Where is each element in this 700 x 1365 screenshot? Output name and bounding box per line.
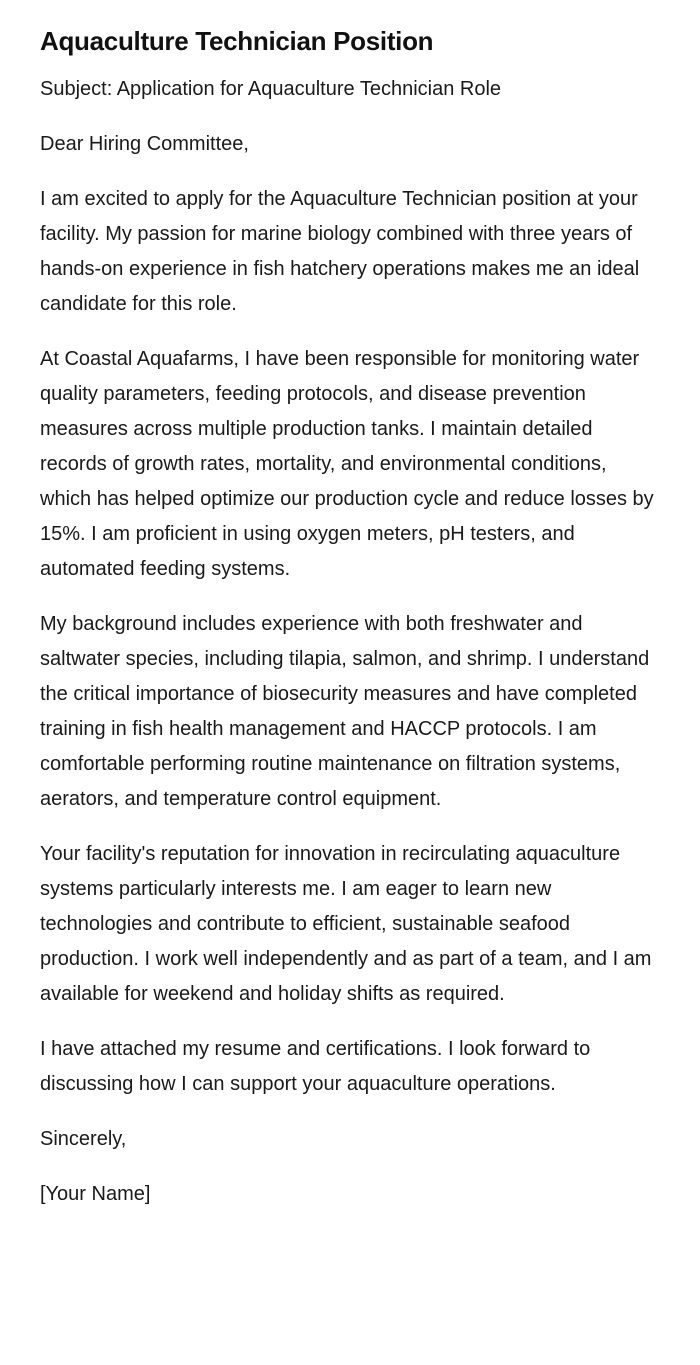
body-paragraph-interest: Your facility's reputation for innovation in recirculating aquaculture systems particularly interests me. I am eager to learn new technologies and contribute to efficient, sustainable seafood production. I work well independently and as part of a team, and I am available for weekend and holiday shifts as required. (40, 843, 652, 1005)
salutation: Dear Hiring Committee, (40, 133, 249, 155)
closing-line: Sincerely, (40, 1128, 127, 1150)
body-paragraph-closing: I have attached my resume and certifications. I look forward to discussing how I can support your aquaculture operations. (40, 1038, 591, 1095)
signature-placeholder: [Your Name] (40, 1183, 151, 1205)
subject-line: Subject: Application for Aquaculture Technician Role (40, 78, 502, 100)
body-paragraph-intro: I am excited to apply for the Aquaculture Technician position at your facility. My passion for marine biology combined with three years of hands-on experience in fish hatchery operations makes me an ideal candidate for this role. (40, 188, 640, 315)
body-paragraph-experience: At Coastal Aquafarms, I have been responsible for monitoring water quality parameters, feeding protocols, and disease prevention measures across multiple production tanks. I maintain detailed records of growth rates, mortality, and environmental conditions, which has helped optimize our production cycle and reduce losses by 15%. I am proficient in using oxygen meters, pH testers, and automated feeding systems. (40, 348, 654, 580)
body-paragraph-background: My background includes experience with both freshwater and saltwater species, including tilapia, salmon, and shrimp. I understand the critical importance of biosecurity measures and have completed training in fish health management and HACCP protocols. I am comfortable performing routine maintenance on filtration systems, aerators, and temperature control equipment. (40, 613, 650, 810)
page-title: Aquaculture Technician Position (40, 26, 434, 56)
